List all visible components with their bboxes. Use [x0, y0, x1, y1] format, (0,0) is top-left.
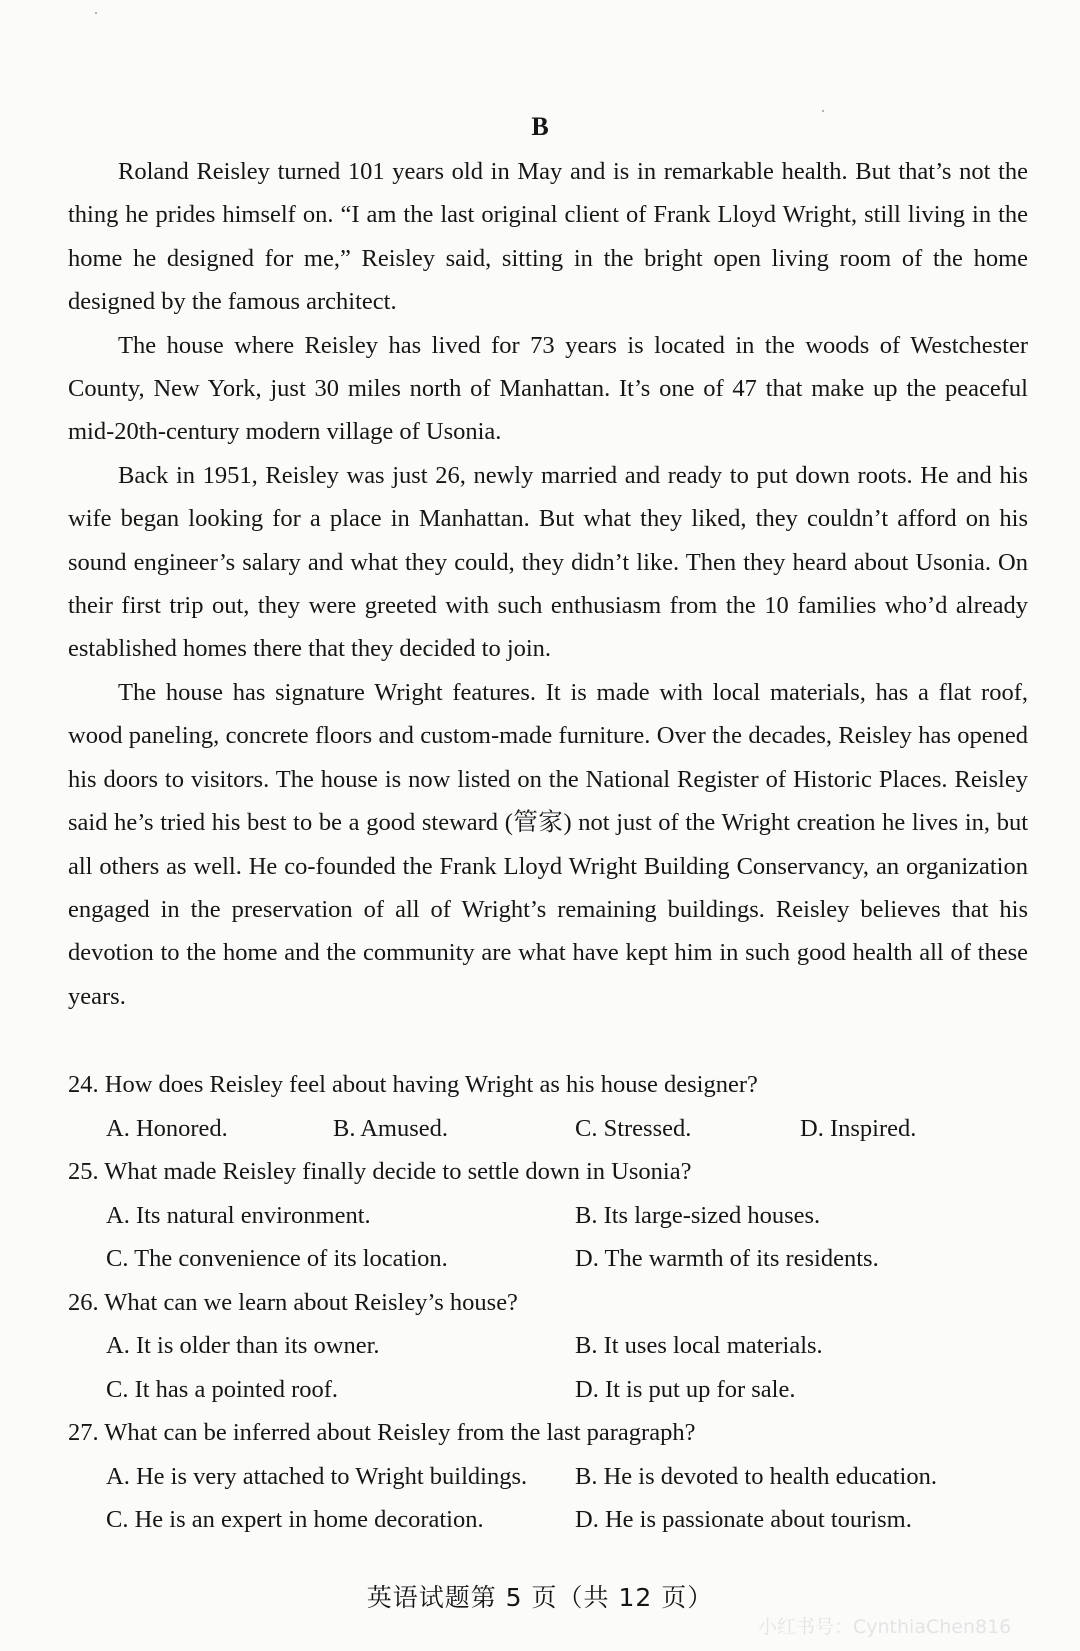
question-25-option-b: B. Its large-sized houses.	[575, 1201, 821, 1229]
question-27-options-row-2	[68, 1498, 1028, 1542]
reading-passage	[68, 150, 1028, 1018]
question-list	[68, 1063, 1028, 1542]
passage-paragraph-3: Back in 1951, Reisley was just 26, newly married and ready to put down roots. He and his wife began looking for a place in Manhattan. But what they liked, they couldn’t afford on his sound engineer’s salary and what they could, they didn’t like. Then they heard about Usonia. On their first trip out, they were greeted with such enthusiasm from the 10 families who’d already established homes there that they decided to join.	[68, 461, 1028, 663]
passage-paragraph-2: The house where Reisley has lived for 73 years is located in the woods of Westchester County, New York, just 30 miles north of Manhattan. It’s one of 47 that make up the peaceful mid-20th-century modern village of Usonia.	[68, 331, 1028, 446]
question-25-stem: 25. What made Reisley finally decide to settle down in Usonia?	[68, 1158, 692, 1185]
question-26-option-d: D. It is put up for sale.	[575, 1375, 796, 1403]
question-26-stem: 26. What can we learn about Reisley’s house?	[68, 1288, 518, 1316]
question-27-options-row-1	[68, 1455, 1028, 1499]
question-27-option-d: D. He is passionate about tourism.	[575, 1506, 912, 1533]
question-27-option-c: C. He is an expert in home decoration.	[106, 1506, 484, 1533]
question-24-stem: 24. How does Reisley feel about having Wright as his house designer?	[68, 1071, 758, 1098]
scan-speck	[95, 12, 97, 14]
question-24-options	[68, 1107, 1028, 1151]
question-26-options-row-1	[68, 1324, 1028, 1368]
passage-paragraph-1: Roland Reisley turned 101 years old in May and is in remarkable health. But that’s not the thing he prides himself on. “I am the last original client of Frank Lloyd Wright, still living in the home he designed for me,” Reisley said, sitting in the bright open living room of the home designed by the famous architect.	[68, 158, 1028, 316]
question-25-option-c: C. The convenience of its location.	[106, 1245, 448, 1272]
question-26-options-row-2	[68, 1368, 1028, 1412]
question-25-option-a: A. Its natural environment.	[106, 1201, 371, 1229]
question-27-option-a: A. He is very attached to Wright buildings.	[106, 1462, 528, 1490]
question-24-option-b: B. Amused.	[333, 1114, 449, 1142]
question-25-options-row-1	[68, 1194, 1028, 1238]
question-26-option-a: A. It is older than its owner.	[106, 1332, 380, 1359]
question-24-option-c: C. Stressed.	[575, 1114, 692, 1142]
question-27-stem: 27. What can be inferred about Reisley from the last paragraph?	[68, 1419, 696, 1446]
question-26-option-b: B. It uses local materials.	[575, 1332, 823, 1359]
passage-paragraph-4: The house has signature Wright features. It is made with local materials, has a flat roof, wood paneling, concrete floors and custom-made furniture. Over the decades, Reisley has opened his doors to visitors. The house is now listed on the National Register of Historic Places. Reisley said he’s tried his best to be a good steward (管家) not just of the Wright creation he lives in, but all others as well. He co-founded the Frank Lloyd Wright Building Conservancy, an organization engaged in the preservation of all of Wright’s remaining buildings. Reisley believes that his devotion to the home and the community are what have kept him in such good health all of these years.	[68, 678, 1028, 1010]
question-25-options-row-2	[68, 1237, 1028, 1281]
question-26-option-c: C. It has a pointed roof.	[106, 1375, 339, 1403]
question-25-option-d: D. The warmth of its residents.	[575, 1245, 879, 1272]
watermark-text: 小红书号：CynthiaChen816	[758, 1616, 1012, 1638]
question-24-option-a: A. Honored.	[106, 1114, 228, 1142]
section-label: B	[531, 112, 549, 141]
question-24-option-d: D. Inspired.	[800, 1114, 917, 1142]
question-27-option-b: B. He is devoted to health education.	[575, 1462, 937, 1490]
page-footer: 英语试题第 5 页（共 12 页）	[366, 1583, 714, 1612]
